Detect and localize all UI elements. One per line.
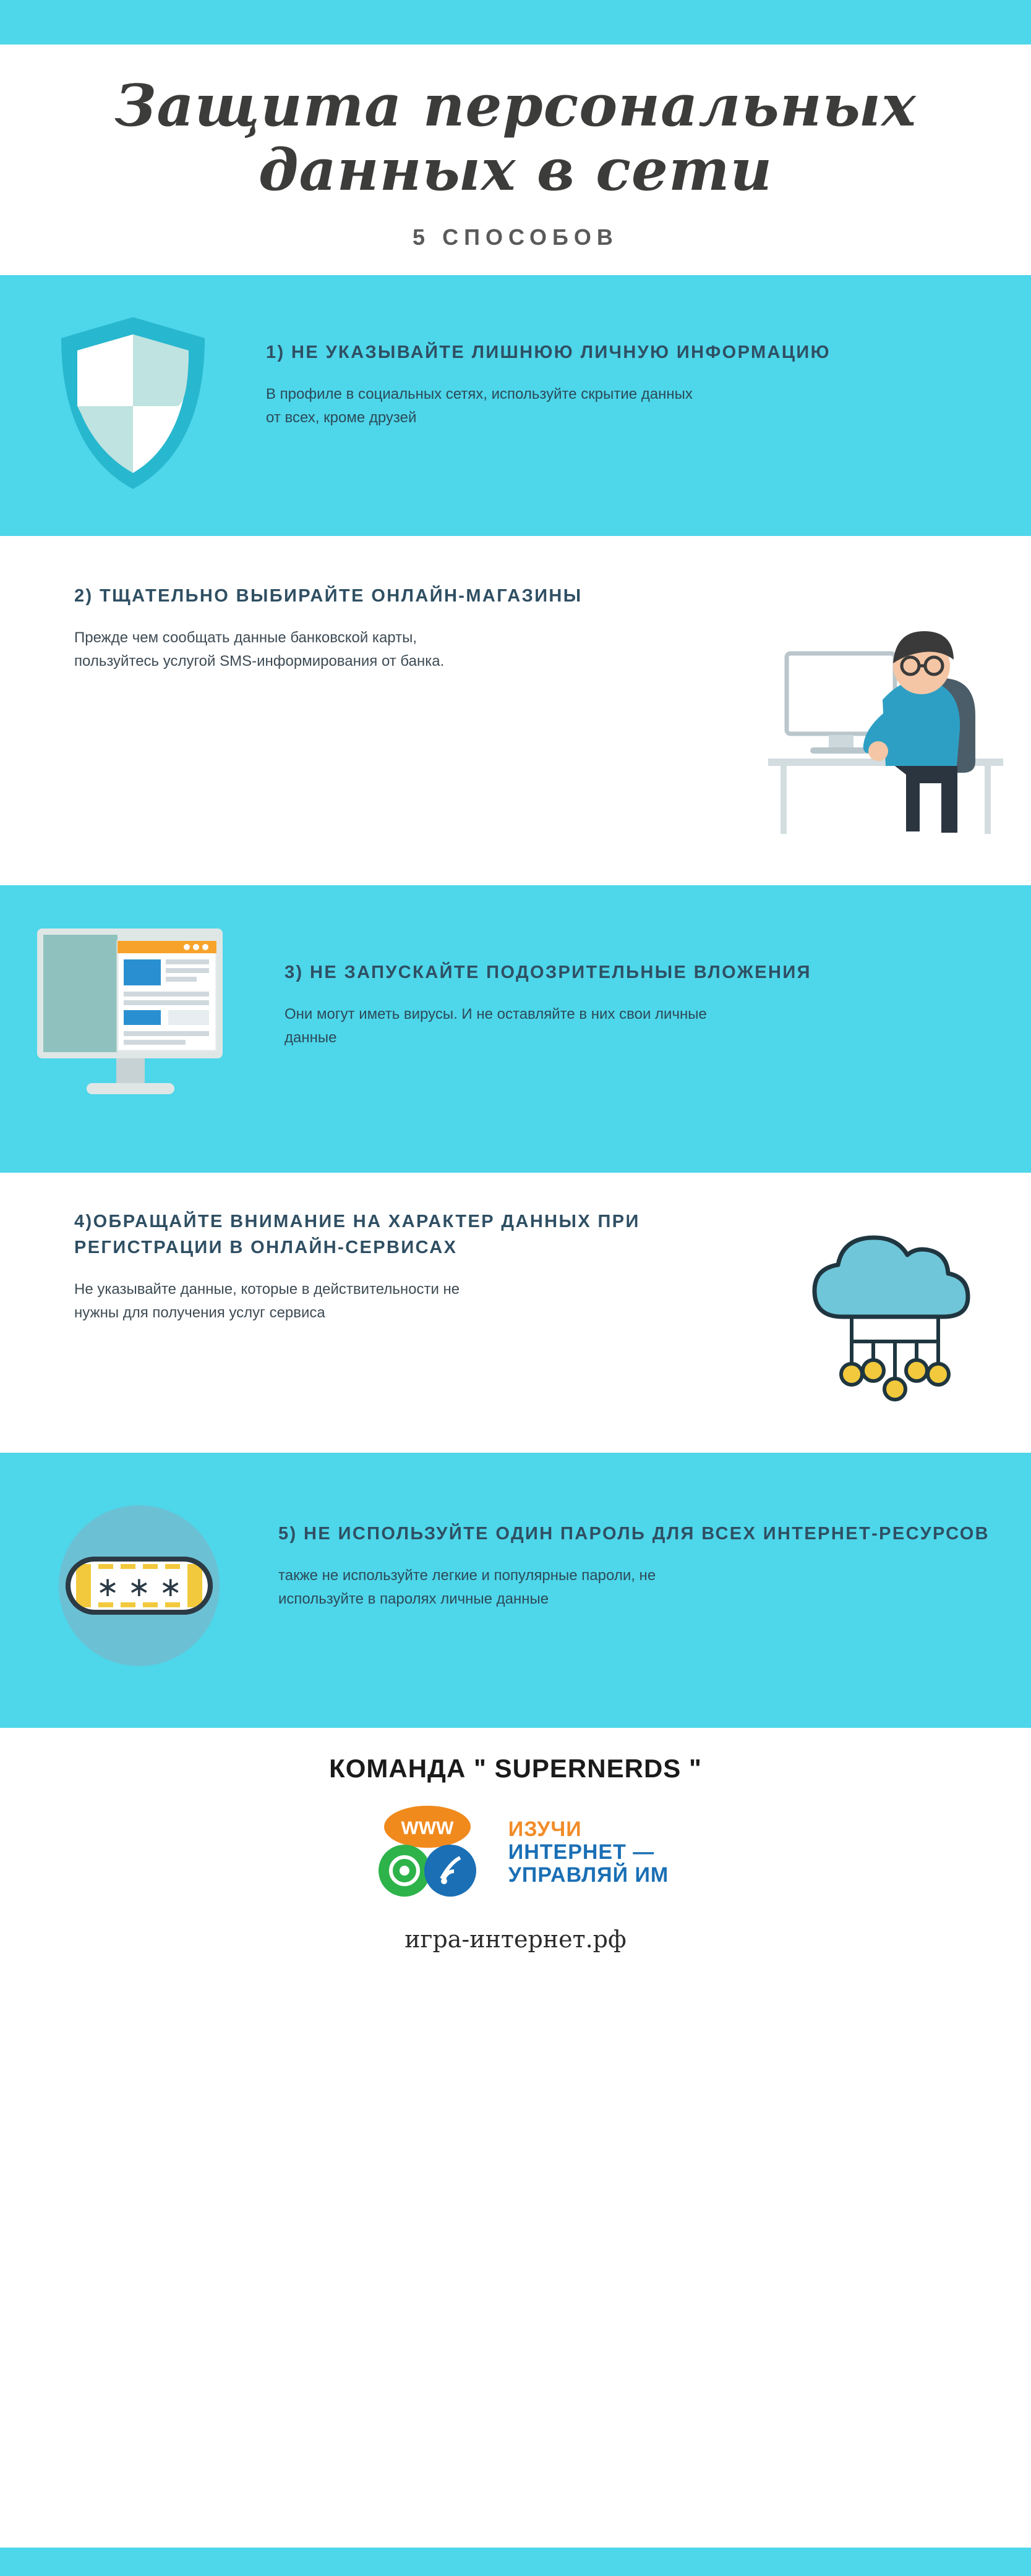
step-5-body: также не используйте легкие и популярные пароли, не используйте в паролях личные данные [278,1567,656,1607]
step-2-illustration [740,573,1031,848]
step-2-heading: 2) ТЩАТЕЛЬНО ВЫБИРАЙТЕ ОНЛАЙН-МАГАЗИНЫ [74,586,583,606]
logo-row [0,1800,1031,1905]
top-accent-bar [0,0,1031,45]
step-2-text [0,573,740,672]
bottom-accent-bar [0,2548,1031,2576]
step-3-text [284,922,1031,1048]
step-5-illustration [0,1490,278,1685]
step-5-heading: 5) НЕ ИСПОЛЬЗУЙТЕ ОДИН ПАРОЛЬ ДЛЯ ВСЕХ ИНТЕРНЕТ-РЕСУРСОВ [278,1524,990,1544]
svg-text:∗ ∗ ∗: ∗ ∗ ∗ [96,1571,182,1604]
logo-text [508,1818,669,1886]
shield-icon [53,313,213,493]
igra-internet-logo-icon [362,1800,492,1905]
logo-text-line-1: ИЗУЧИ [508,1817,582,1842]
step-1-text [266,313,1031,428]
cloud-network-icon [784,1209,1006,1416]
step-section-2 [0,536,1031,885]
step-3-heading: 3) НЕ ЗАПУСКАЙТЕ ПОДОЗРИТЕЛЬНЫЕ ВЛОЖЕНИЯ [284,963,811,983]
step-4-body: Не указывайте данные, которые в действительности не нужны для получения услуг сервиса [74,1281,460,1321]
step-3-illustration [0,922,284,1129]
logo-text-line-2: ИНТЕРНЕТ — [508,1840,655,1864]
page-title-line-2: данных в сети [258,135,773,203]
step-2-body: Прежде чем сообщать данные банковской карты, пользуйтесь услугой SMS-информирования от банка. [74,629,445,670]
step-section-5 [0,1453,1031,1728]
step-1-body: В профиле в социальных сетях, используйте скрытие данных от всех, кроме друзей [266,386,693,426]
step-5-text [278,1490,1031,1610]
step-3-body: Они могут иметь вирусы. И не оставляйте в них свои личные данные [284,1006,707,1046]
page-title-line-1: Защита персональных [114,72,917,139]
logo-text-line-3: УПРАВЛЯЙ ИМ [508,1863,669,1887]
footer [0,1728,1031,1978]
team-title: КОМАНДА " SUPERNERDS " [329,1754,702,1783]
password-field-icon [34,1490,244,1685]
step-4-illustration [759,1209,1031,1416]
step-1-heading: 1) НЕ УКАЗЫВАЙТЕ ЛИШНЮЮ ЛИЧНУЮ ИНФОРМАЦИЮ [266,342,831,363]
svg-text:WWW: WWW [401,1818,454,1839]
step-1-illustration [0,313,266,493]
step-4-text [0,1209,759,1324]
step-section-4 [0,1173,1031,1453]
step-4-heading: 4)ОБРАЩАЙТЕ ВНИМАНИЕ НА ХАРАКТЕР ДАННЫХ ПРИ РЕГИСТРАЦИИ В ОНЛАЙН-СЕРВИСАХ [74,1212,640,1258]
step-section-1 [0,275,1031,536]
step-section-3 [0,885,1031,1173]
desktop-monitor-icon [25,922,260,1129]
site-url: игра-интернет.рф [404,1926,627,1953]
page-subtitle: 5 СПОСОБОВ [413,224,618,250]
title-block [0,45,1031,275]
person-at-desk-icon [756,573,1016,848]
